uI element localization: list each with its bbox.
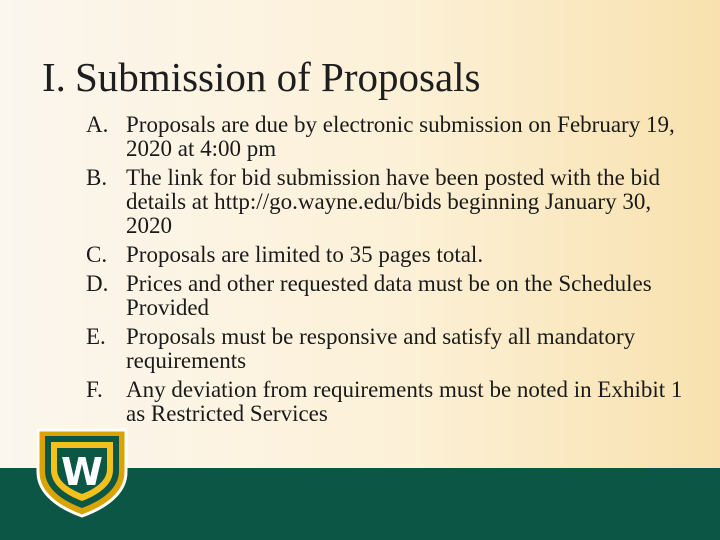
list-item-text: Proposals must be responsive and satisfy all mandatory requirements — [126, 324, 636, 373]
wayne-state-shield-icon — [32, 424, 132, 520]
requirements-list — [86, 113, 696, 431]
list-marker: A. — [86, 112, 109, 137]
list-item-text: Prices and other requested data must be on the Schedules Provided — [126, 271, 652, 320]
list-item — [86, 378, 696, 426]
list-item — [86, 325, 696, 373]
list-item — [86, 243, 696, 267]
list-marker: E. — [86, 324, 106, 349]
list-item-text: Proposals are limited to 35 pages total. — [126, 242, 484, 267]
list-marker: D. — [86, 271, 109, 296]
list-item-text: Any deviation from requirements must be noted in Exhibit 1 as Restricted Services — [126, 377, 683, 426]
list-item-text: The link for bid submission have been posted with the bid details at http://go.wayne.edu/bids beginning January 30, 2020 — [126, 165, 661, 238]
list-marker: F. — [86, 377, 103, 402]
list-item — [86, 272, 696, 320]
title-text: Submission of Proposals — [75, 54, 481, 100]
list-item — [86, 113, 696, 161]
title-number: I. — [42, 54, 66, 100]
list-item — [86, 166, 696, 238]
slide-title — [42, 52, 481, 102]
list-marker: C. — [86, 242, 108, 267]
logo-letter: W — [61, 450, 103, 494]
list-marker: B. — [86, 165, 108, 190]
list-item-text: Proposals are due by electronic submission on February 19, 2020 at 4:00 pm — [126, 112, 675, 161]
